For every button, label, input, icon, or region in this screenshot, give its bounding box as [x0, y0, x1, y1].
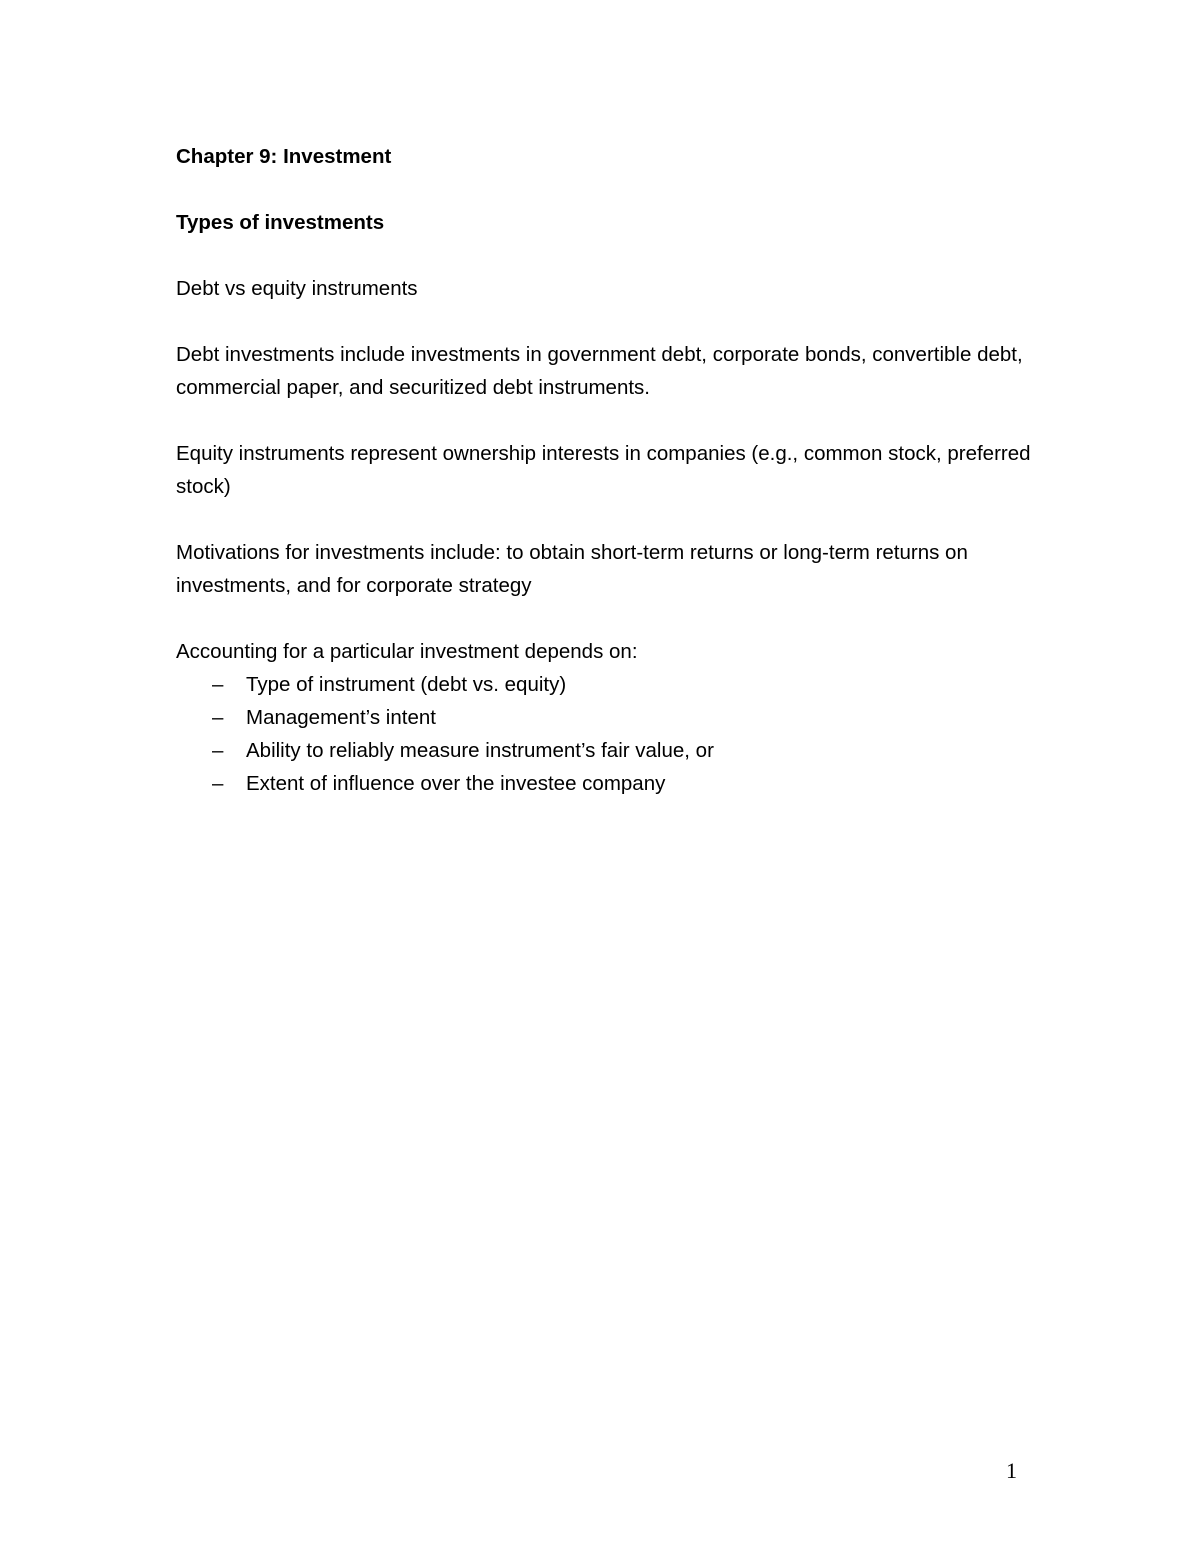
paragraph-equity-instruments: Equity instruments represent ownership interests in companies (e.g., common stock, preferred stock) [176, 442, 1031, 498]
paragraph-motivations: Motivations for investments include: to obtain short-term returns or long-term returns on investments, and for corporate strategy [176, 541, 968, 597]
list-marker: – [212, 772, 224, 795]
paragraph-debt-investments: Debt investments include investments in government debt, corporate bonds, convertible debt, commercial paper, and securitized debt instruments. [176, 343, 1023, 399]
list-item [176, 668, 1036, 701]
accounting-factors-list [176, 668, 1036, 800]
list-item [176, 767, 1036, 800]
list-marker: – [212, 673, 224, 696]
list-marker: – [212, 739, 224, 762]
list-intro: Accounting for a particular investment depends on: [176, 640, 638, 663]
page-number: 1 [1006, 1458, 1017, 1483]
section-heading: Types of investments [176, 211, 385, 234]
chapter-title: Chapter 9: Investment [176, 145, 392, 168]
list-item-text: Extent of influence over the investee company [246, 772, 666, 795]
list-marker: – [212, 706, 224, 729]
list-item [176, 701, 1036, 734]
subheading: Debt vs equity instruments [176, 277, 418, 300]
list-item-text: Type of instrument (debt vs. equity) [246, 673, 567, 696]
list-item [176, 734, 1036, 767]
list-item-text: Management’s intent [246, 706, 436, 729]
document-body [176, 140, 1036, 800]
list-item-text: Ability to reliably measure instrument’s fair value, or [246, 739, 714, 762]
